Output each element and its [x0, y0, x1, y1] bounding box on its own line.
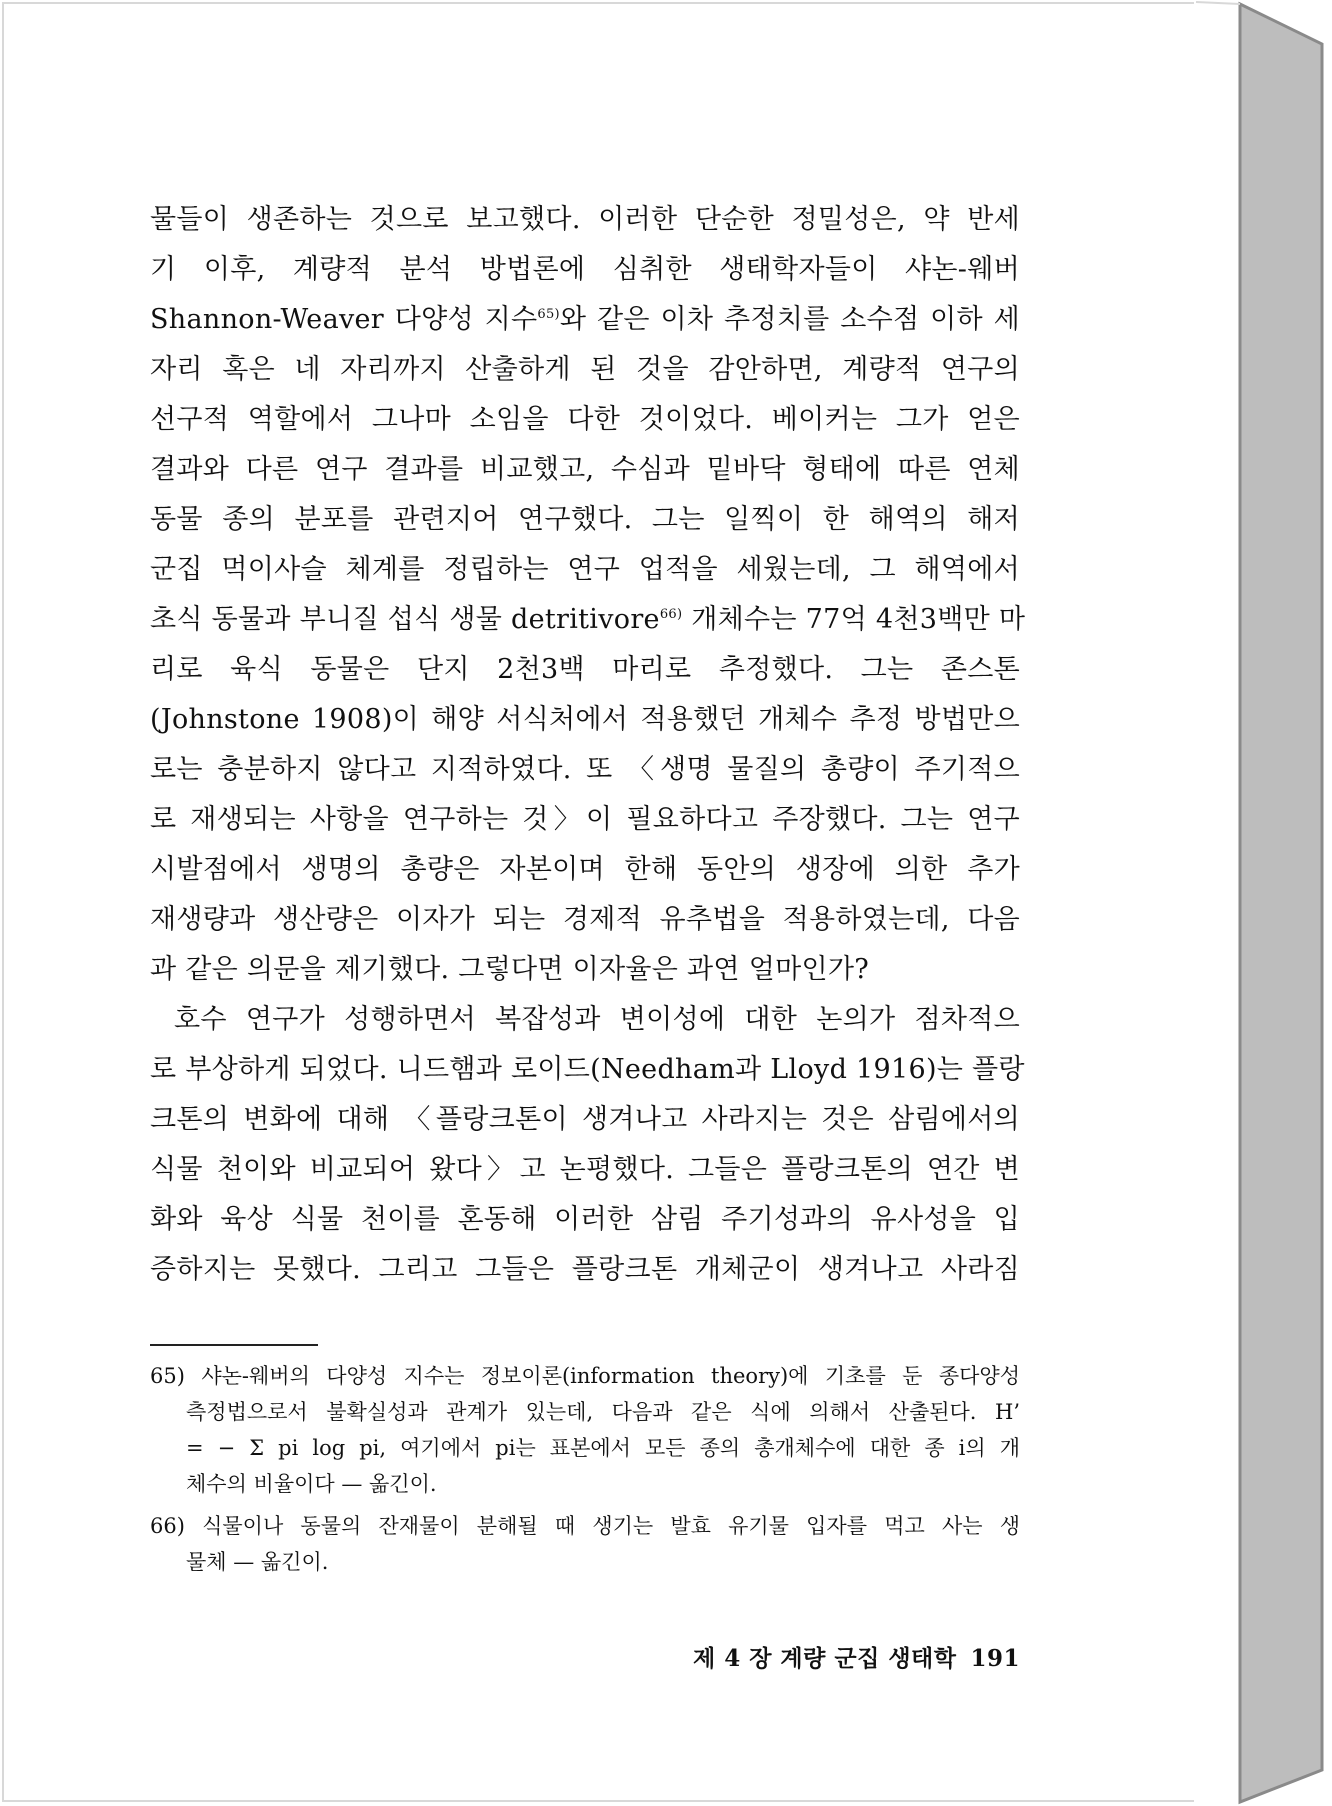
footnote-label: 66) [150, 1514, 185, 1538]
body-line: 군집 먹이사슬 체계를 정립하는 연구 업적을 세웠는데, 그 해역에서 [150, 554, 1020, 585]
body-line: 동물 종의 분포를 관련지어 연구했다. 그는 일찍이 한 해역의 해저 [150, 504, 1020, 535]
footnote-text: 식물이나 동물의 잔재물이 분해될 때 생기는 발효 유기물 입자를 먹고 사는 생 [202, 1514, 1020, 1538]
footnote-label: 65) [150, 1364, 185, 1388]
footnote-text: 샤논-웨버의 다양성 지수는 정보이론(information theory)에 기초를 둔 종다양성 [201, 1364, 1020, 1388]
page-number: 191 [970, 1645, 1020, 1672]
body-line: 기 이후, 계량적 분석 방법론에 심취한 생태학자들이 샤논-웨버 [150, 254, 1020, 285]
footnote-65 [150, 1358, 1020, 1502]
body-line: 로 부상하게 되었다. 니드햄과 로이드(Needham과 Lloyd 1916)는 플랑 [150, 1054, 1025, 1085]
body-line: 식물 천이와 비교되어 왔다〉고 논평했다. 그들은 플랑크톤의 연간 변 [150, 1154, 1020, 1185]
body-line [150, 595, 1026, 645]
body-line: 자리 혹은 네 자리까지 산출하게 된 것을 감안하면, 계량적 연구의 [150, 354, 1020, 385]
body-line-segment: 초식 동물과 부니질 섭식 생물 detritivore [150, 604, 660, 635]
footnote-divider [150, 1344, 318, 1346]
body-line: 물들이 생존하는 것으로 보고했다. 이러한 단순한 정밀성은, 약 반세 [150, 204, 1020, 235]
body-line: 선구적 역할에서 그나마 소임을 다한 것이었다. 베이커는 그가 얻은 [150, 404, 1020, 435]
book-side-shape [1194, 0, 1332, 1806]
body-line: 증하지는 못했다. 그리고 그들은 플랑크톤 개체군이 생겨나고 사라짐 [150, 1254, 1020, 1285]
footnote-line [150, 1508, 1020, 1544]
body-line: 리로 육식 동물은 단지 2천3백 마리로 추정했다. 그는 존스톤 [150, 654, 1020, 685]
footnote-line: 측정법으로서 불확실성과 관계가 있는데, 다음과 같은 식에 의해서 산출된다. H’ [186, 1400, 1020, 1424]
body-line: 과 같은 의문을 제기했다. 그렇다면 이자율은 과연 얼마인가? [150, 954, 870, 985]
body-line: 크톤의 변화에 대해 〈플랑크톤이 생겨나고 사라지는 것은 삼림에서의 [150, 1104, 1020, 1135]
body-line: 로는 충분하지 않다고 지적하였다. 또 〈생명 물질의 총량이 주기적으 [150, 754, 1020, 785]
body-line-segment: 와 같은 이차 추정치를 소수점 이하 세 [559, 304, 1020, 335]
footnote-line [150, 1358, 1020, 1394]
body-line [150, 295, 1020, 345]
body-line: 호수 연구가 성행하면서 복잡성과 변이성에 대한 논의가 점차적으 [174, 1004, 1020, 1035]
footnote-ref-66[interactable]: 66) [659, 607, 683, 622]
footnote-line: 물체 — 옮긴이. [186, 1550, 329, 1574]
body-line: 결과와 다른 연구 결과를 비교했고, 수심과 밑바닥 형태에 따른 연체 [150, 454, 1020, 485]
running-footer [600, 1640, 1020, 1673]
body-line: 재생량과 생산량은 이자가 되는 경제적 유추법을 적용하였는데, 다음 [150, 904, 1020, 935]
body-line: 화와 육상 식물 천이를 혼동해 이러한 삼림 주기성과의 유사성을 입 [150, 1204, 1020, 1235]
footnotes [150, 1358, 1020, 1586]
footnote-line: 체수의 비율이다 — 옮긴이. [186, 1472, 437, 1496]
body-line: (Johnstone 1908)이 해양 서식처에서 적용했던 개체수 추정 방법만으 [150, 704, 1020, 735]
body-line-segment: Shannon-Weaver 다양성 지수 [150, 304, 538, 335]
chapter-title: 제 4 장 계량 군집 생태학 [692, 1645, 957, 1672]
body-line-segment: 개체수는 77억 4천3백만 마 [682, 604, 1026, 635]
footnote-line: = − Σ pi log pi, 여기에서 pi는 표본에서 모든 종의 총개체수에 대한 종 i의 개 [186, 1436, 1020, 1460]
footnote-66 [150, 1508, 1020, 1580]
page-body [150, 195, 1026, 1295]
footnote-ref-65[interactable]: 65) [537, 307, 560, 322]
book-side-edge [1194, 0, 1332, 1806]
body-text [150, 195, 1026, 1295]
body-line: 시발점에서 생명의 총량은 자본이며 한해 동안의 생장에 의한 추가 [150, 854, 1020, 885]
body-line: 로 재생되는 사항을 연구하는 것〉이 필요하다고 주장했다. 그는 연구 [150, 804, 1020, 835]
